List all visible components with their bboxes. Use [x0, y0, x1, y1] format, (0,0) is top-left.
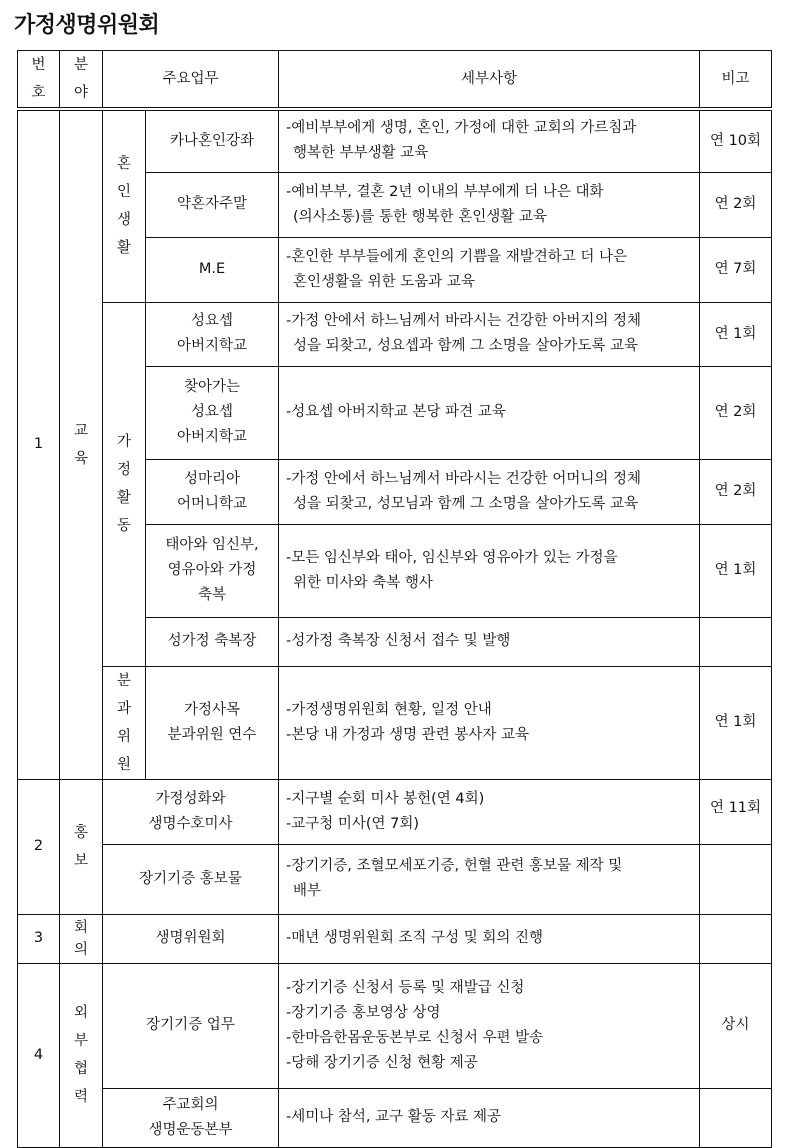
note-cell — [700, 1088, 772, 1147]
header-note: 비고 — [700, 51, 772, 110]
detail-cell: -모든 임신부와 태아, 임신부와 영유아가 있는 가정을 위한 미사와 축복 행사 — [279, 524, 700, 617]
task-cell: 주교회의 생명운동본부 — [103, 1088, 279, 1147]
detail-cell: -지구별 순회 미사 봉헌(연 4회) -교구청 미사(연 7회) — [279, 779, 700, 844]
note-cell: 연 10회 — [700, 109, 772, 172]
table-row — [18, 109, 772, 172]
table-row — [18, 302, 772, 366]
header-field: 분 야 — [60, 51, 103, 110]
detail-cell: -혼인한 부부들에게 혼인의 기쁨을 재발견하고 더 나은 혼인생활을 위한 도움과 교육 — [279, 237, 700, 302]
task-cell: 장기기증 업무 — [103, 963, 279, 1088]
detail-cell: -예비부부, 결혼 2년 이내의 부부에게 더 나은 대화 (의사소통)를 통한 행복한 혼인생활 교육 — [279, 172, 700, 237]
section-field: 외 부 협 력 — [60, 963, 103, 1147]
header-no: 번 호 — [18, 51, 60, 110]
note-cell: 연 2회 — [700, 459, 772, 524]
sub-category: 혼 인 생 활 — [103, 109, 146, 302]
note-cell: 연 1회 — [700, 302, 772, 366]
section-number: 2 — [18, 779, 60, 914]
detail-cell: -장기기증 신청서 등록 및 재발급 신청 -장기기증 홍보영상 상영 -한마음한몸운동본부로 신청서 우편 발송 -당해 장기기증 신청 현황 제공 — [279, 963, 700, 1088]
table-row — [18, 779, 772, 844]
detail-cell: -예비부부에게 생명, 혼인, 가정에 대한 교회의 가르침과 행복한 부부생활 교육 — [279, 109, 700, 172]
note-cell: 연 2회 — [700, 172, 772, 237]
section-number: 1 — [18, 109, 60, 779]
note-cell: 연 7회 — [700, 237, 772, 302]
task-cell: 약혼자주말 — [146, 172, 279, 237]
note-cell — [700, 844, 772, 914]
note-cell — [700, 914, 772, 963]
task-cell: 가정사목 분과위원 연수 — [146, 666, 279, 779]
section-field: 교 육 — [60, 109, 103, 779]
detail-cell: -성가정 축복장 신청서 접수 및 발행 — [279, 617, 700, 666]
committee-table — [17, 50, 772, 1148]
task-cell: 생명위원회 — [103, 914, 279, 963]
sub-category: 가 정 활 동 — [103, 302, 146, 666]
note-cell: 연 1회 — [700, 524, 772, 617]
table-row — [18, 666, 772, 779]
section-number: 4 — [18, 963, 60, 1147]
table-row — [18, 963, 772, 1088]
detail-cell: -가정생명위원회 현황, 일정 안내 -본당 내 가정과 생명 관련 봉사자 교육 — [279, 666, 700, 779]
page-title: 가정생명위원회 — [14, 13, 160, 38]
note-cell: 연 1회 — [700, 666, 772, 779]
note-cell: 상시 — [700, 963, 772, 1088]
section-field: 홍 보 — [60, 779, 103, 914]
detail-cell: -가정 안에서 하느님께서 바라시는 건강한 어머니의 정체 성을 되찾고, 성모님과 함께 그 소명을 살아가도록 교육 — [279, 459, 700, 524]
detail-cell: -매년 생명위원회 조직 구성 및 회의 진행 — [279, 914, 700, 963]
task-cell: 성요셉 아버지학교 — [146, 302, 279, 366]
note-cell: 연 11회 — [700, 779, 772, 844]
table-row — [18, 844, 772, 914]
task-cell: 카나혼인강좌 — [146, 109, 279, 172]
section-field: 회 의 — [60, 914, 103, 963]
section-number: 3 — [18, 914, 60, 963]
detail-cell: -성요셉 아버지학교 본당 파견 교육 — [279, 366, 700, 459]
task-cell: 장기기증 홍보물 — [103, 844, 279, 914]
detail-cell: -가정 안에서 하느님께서 바라시는 건강한 아버지의 정체 성을 되찾고, 성요셉과 함께 그 소명을 살아가도록 교육 — [279, 302, 700, 366]
table-row — [18, 914, 772, 963]
task-cell: 가정성화와 생명수호미사 — [103, 779, 279, 844]
header-detail: 세부사항 — [279, 51, 700, 110]
header-task: 주요업무 — [103, 51, 279, 110]
note-cell — [700, 617, 772, 666]
header-row — [18, 51, 772, 110]
sub-category: 분 과 위 원 — [103, 666, 146, 779]
task-cell: M.E — [146, 237, 279, 302]
task-cell: 성가정 축복장 — [146, 617, 279, 666]
task-cell: 태아와 임신부, 영유아와 가정 축복 — [146, 524, 279, 617]
task-cell: 찾아가는 성요셉 아버지학교 — [146, 366, 279, 459]
table-row — [18, 1088, 772, 1147]
detail-cell: -장기기증, 조혈모세포기증, 헌혈 관련 홍보물 제작 및 배부 — [279, 844, 700, 914]
task-cell: 성마리아 어머니학교 — [146, 459, 279, 524]
note-cell: 연 2회 — [700, 366, 772, 459]
detail-cell: -세미나 참석, 교구 활동 자료 제공 — [279, 1088, 700, 1147]
